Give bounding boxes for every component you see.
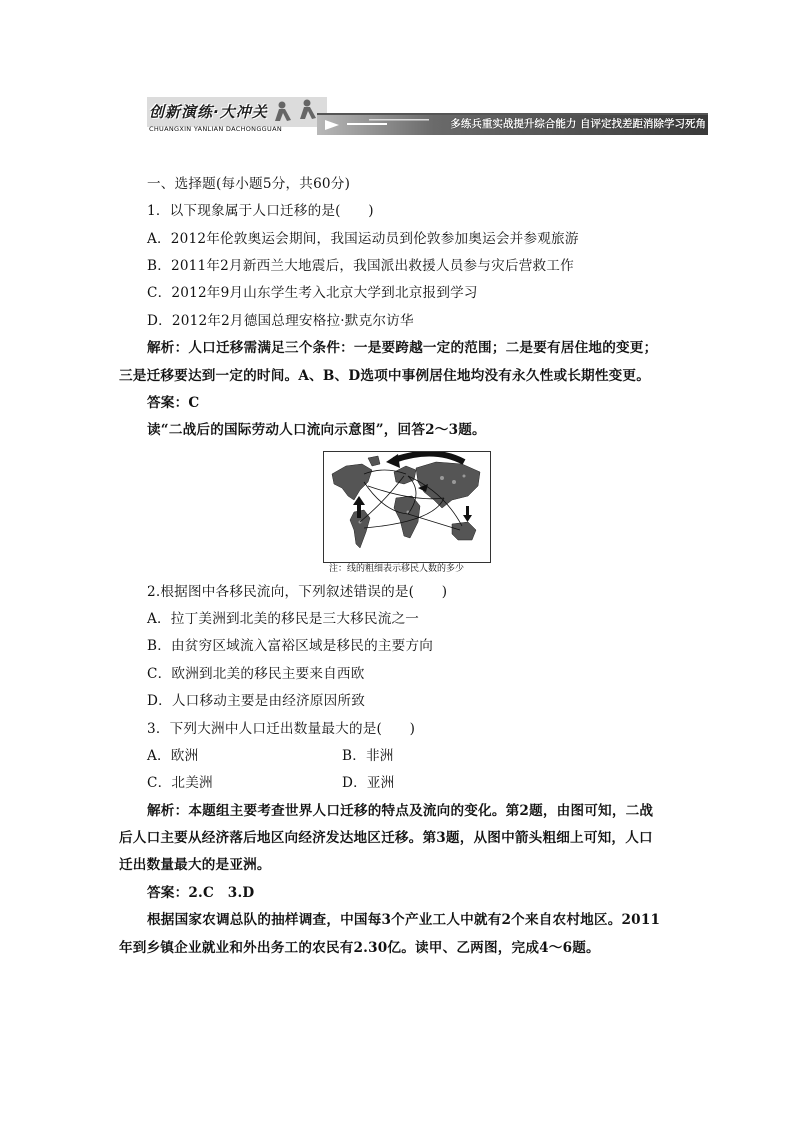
q2-stem: 2.根据图中各移民流向，下列叙述错误的是( ) [147,584,448,600]
q1-analysis-line2: 三是迁移要达到一定的时间。A、B、D选项中事例居住地均没有永久性或长期性变更。 [119,368,650,384]
analysis2-line1: 解析：本题组主要考查世界人口迁移的特点及流向的变化。第2题，由图可知，二战 [147,803,654,819]
analysis2-answer: 答案：2.C 3.D [147,885,255,901]
banner-slogan: 多练兵重实战提升综合能力 自评定找差距消除学习死角 [450,118,706,130]
analysis2-line2: 后人口主要从经济落后地区向经济发达地区迁移。第3题，从图中箭头粗细上可知，人口 [119,830,653,846]
analysis2-line3: 迁出数量最大的是亚洲。 [119,857,271,873]
q1-option-b: B．2011年2月新西兰大地震后，我国派出救援人员参与灾后营救工作 [147,258,574,274]
section-heading: 一、选择题(每小题5分，共60分) [147,176,351,192]
q1-answer: 答案：C [147,395,200,411]
q1-option-c: C．2012年9月山东学生考入北京大学到北京报到学习 [147,285,478,301]
intro-4-6-line2: 年到乡镇企业就业和外出务工的农民有2.30亿。读甲、乙两图，完成4～6题。 [119,940,600,956]
q2-option-c: C．欧洲到北美的移民主要来自西欧 [147,666,365,682]
banner-pinyin: CHUANGXIN YANLIAN DACHONGGUAN [149,125,282,133]
q3-option-d: D．亚洲 [342,775,395,791]
q3-option-b: B．非洲 [342,748,394,764]
q2-option-b: B．由贫穷区域流入富裕区域是移民的主要方向 [147,638,434,654]
q1-stem: 1．以下现象属于人口迁移的是( ) [147,203,374,219]
q2-option-d: D．人口移动主要是由经济原因所致 [147,693,366,709]
q3-stem: 3．下列大洲中人口迁出数量最大的是( ) [147,721,416,737]
figure-caption: 注：线的粗细表示移民人数的多少 [329,564,465,574]
world-map-graphic [324,452,490,562]
header-banner [147,95,708,139]
q1-option-d: D．2012年2月德国总理安格拉·默克尔访华 [147,313,414,329]
q3-option-a: A．欧洲 [147,748,199,764]
banner-title: 创新演练·大冲关 [149,103,268,121]
figure-intro: 读“二战后的国际劳动人口流向示意图”，回答2～3题。 [147,422,486,438]
migration-map [323,451,491,563]
q1-option-a: A．2012年伦敦奥运会期间，我国运动员到伦敦参加奥运会并参观旅游 [147,231,579,247]
intro-4-6-line1: 根据国家农调总队的抽样调查，中国每3个产业工人中就有2个来自农村地区。2011 [147,912,661,928]
q2-option-a: A．拉丁美洲到北美的移民是三大移民流之一 [147,611,420,627]
q3-option-c: C．北美洲 [147,775,213,791]
q1-analysis-line1: 解析：人口迁移需满足三个条件：一是要跨越一定的范围；二是要有居住地的变更； [147,340,658,356]
